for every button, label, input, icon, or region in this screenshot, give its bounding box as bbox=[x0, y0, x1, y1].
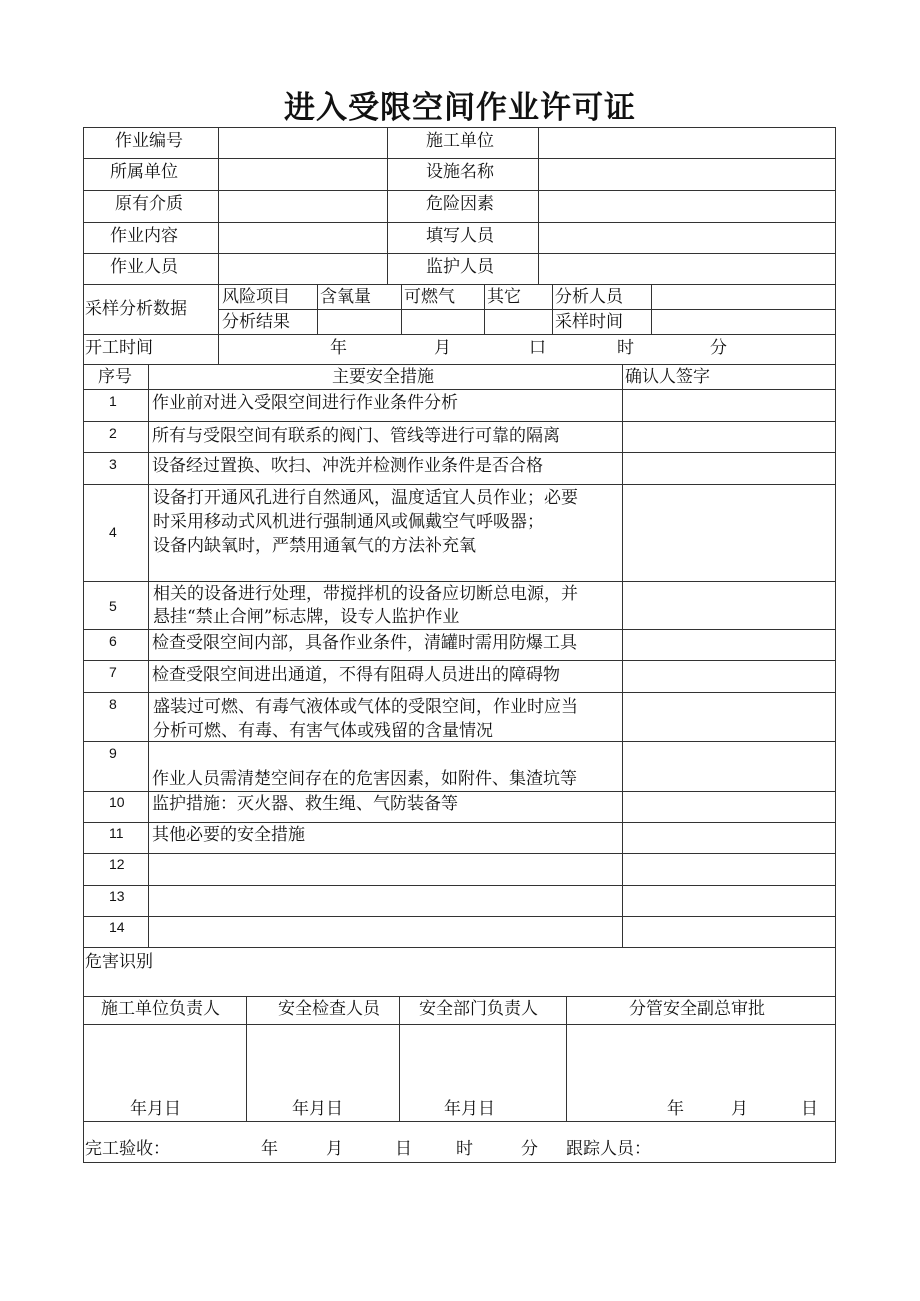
measure-no: 11 bbox=[109, 825, 124, 841]
measure-text: 设备经过置换、吹扫、冲洗并检测作业条件是否合格 bbox=[152, 456, 543, 476]
unit-label: 所属单位 bbox=[110, 162, 178, 182]
completion-minute: 分 bbox=[521, 1139, 538, 1159]
hazard-id-label: 危害识别 bbox=[85, 952, 153, 972]
start-time-row bbox=[83, 335, 836, 365]
measure-text-line: 悬挂“禁止合闸”标志牌，设专人监护作业 bbox=[153, 607, 460, 627]
oxygen-col[interactable] bbox=[317, 285, 401, 334]
measure-text-cell bbox=[148, 485, 622, 581]
info-row-1 bbox=[83, 128, 836, 159]
completion-label: 完工验收： bbox=[85, 1139, 170, 1159]
measure-text: 所有与受限空间有联系的阀门、管线等进行可靠的隔离 bbox=[152, 426, 560, 446]
safety-inspector-label: 安全检查人员 bbox=[278, 999, 380, 1019]
facility-label-cell bbox=[387, 159, 538, 190]
start-time-field[interactable] bbox=[218, 335, 835, 364]
analyst-label: 分析人员 bbox=[555, 287, 623, 307]
tracker-label: 跟踪人员： bbox=[566, 1139, 651, 1159]
measure-no: 7 bbox=[109, 664, 117, 680]
filler-label: 填写人员 bbox=[426, 226, 494, 246]
measure-text: 作业人员需清楚空间存在的危害因素，如附件、集渣坑等 bbox=[152, 769, 577, 789]
signature-month: 月 bbox=[731, 1099, 748, 1119]
measure-no: 8 bbox=[109, 696, 117, 712]
measure-row-4 bbox=[83, 485, 836, 582]
measure-text: 其他必要的安全措施 bbox=[152, 825, 305, 845]
measure-text: 作业前对进入受限空间进行作业条件分析 bbox=[152, 393, 458, 413]
confirm-signature-field[interactable] bbox=[622, 453, 835, 484]
confirm-signature-field[interactable] bbox=[622, 693, 835, 741]
measure-text-cell bbox=[148, 630, 622, 660]
start-day: 口 bbox=[529, 338, 546, 358]
completion-row[interactable] bbox=[83, 1122, 836, 1163]
page-title: 进入受限空间作业许可证 bbox=[284, 90, 636, 126]
medium-field[interactable] bbox=[218, 191, 387, 222]
result-label: 分析结果 bbox=[222, 312, 290, 332]
measure-row-2 bbox=[83, 422, 836, 453]
supervisor-label: 监护人员 bbox=[426, 257, 494, 277]
signature-year: 年 bbox=[667, 1099, 684, 1119]
measure-row-12 bbox=[83, 854, 836, 886]
start-minute: 分 bbox=[710, 338, 727, 358]
measure-text-line: 相关的设备进行处理，带搅拌机的设备应切断总电源，并 bbox=[153, 584, 578, 604]
info-row-3 bbox=[83, 191, 836, 223]
measure-row-1 bbox=[83, 390, 836, 422]
confirm-signature-field[interactable] bbox=[622, 390, 835, 421]
content-field[interactable] bbox=[218, 223, 387, 253]
no-header: 序号 bbox=[98, 367, 132, 387]
confirm-signature-field[interactable] bbox=[622, 742, 835, 791]
contractor-head-signature[interactable] bbox=[84, 1025, 246, 1121]
measures-header bbox=[83, 365, 836, 390]
measure-text-line: 盛装过可燃、有毒气液体或气体的受限空间，作业时应当 bbox=[153, 697, 578, 717]
hazard-factor-field[interactable] bbox=[538, 191, 835, 222]
start-hour: 时 bbox=[617, 338, 634, 358]
vp-approval-label: 分管安全副总审批 bbox=[629, 999, 765, 1019]
confirm-signature-field[interactable] bbox=[622, 422, 835, 452]
contractor-field[interactable] bbox=[538, 128, 835, 158]
measure-text-line: 设备打开通风孔进行自然通风，温度适宜人员作业；必要 bbox=[153, 488, 578, 508]
confirm-signature-field[interactable] bbox=[622, 582, 835, 629]
measures-header-label: 主要安全措施 bbox=[332, 367, 434, 387]
completion-day: 日 bbox=[395, 1139, 412, 1159]
measure-text-line: 时采用移动式风机进行强制通风或佩戴空气呼吸器； bbox=[153, 512, 544, 532]
workers-label: 作业人员 bbox=[110, 257, 178, 277]
signature-day: 日 bbox=[801, 1099, 818, 1119]
supervisor-field[interactable] bbox=[538, 254, 835, 284]
facility-label: 设施名称 bbox=[426, 162, 494, 182]
confirm-signature-field[interactable] bbox=[622, 661, 835, 692]
safety-inspector-header-cell bbox=[246, 997, 399, 1024]
measure-text-cell bbox=[148, 390, 622, 421]
measure-row-5 bbox=[83, 582, 836, 630]
measure-row-11 bbox=[83, 823, 836, 854]
unit-field[interactable] bbox=[218, 159, 387, 190]
measure-text-cell bbox=[148, 693, 622, 741]
start-year: 年 bbox=[330, 338, 347, 358]
measure-row-8 bbox=[83, 693, 836, 742]
measure-text-cell bbox=[148, 823, 622, 853]
contractor-label: 施工单位 bbox=[426, 131, 494, 151]
measure-text-cell bbox=[148, 792, 622, 822]
measure-text: 检查受限空间进出通道，不得有阻碍人员进出的障碍物 bbox=[152, 665, 560, 685]
measure-no: 2 bbox=[109, 425, 117, 441]
vp-approval-header-cell bbox=[566, 997, 835, 1024]
confirm-signature-field[interactable] bbox=[622, 485, 835, 581]
vp-approval-signature[interactable] bbox=[566, 1025, 835, 1121]
measure-no: 4 bbox=[109, 524, 117, 540]
other-label: 其它 bbox=[487, 287, 521, 307]
sampling-label: 采样分析数据 bbox=[85, 299, 187, 319]
contractor-head-label: 施工单位负责人 bbox=[101, 999, 220, 1019]
start-month: 月 bbox=[434, 338, 451, 358]
measure-no: 13 bbox=[109, 888, 125, 904]
flammable-label: 可燃气 bbox=[404, 287, 455, 307]
measure-row-14 bbox=[83, 917, 836, 948]
safety-dept-head-label: 安全部门负责人 bbox=[419, 999, 538, 1019]
start-time-label: 开工时间 bbox=[85, 338, 153, 358]
measure-text-field[interactable] bbox=[148, 854, 622, 885]
hazard-factor-label: 危险因素 bbox=[426, 194, 494, 214]
measure-no: 3 bbox=[109, 456, 117, 472]
measure-no: 14 bbox=[109, 919, 125, 935]
measure-text-field[interactable] bbox=[148, 917, 622, 947]
measure-text-line: 分析可燃、有毒、有害气体或残留的含量情况 bbox=[153, 721, 493, 741]
measure-no: 12 bbox=[109, 856, 125, 872]
measure-row-13 bbox=[83, 886, 836, 917]
completion-year: 年 bbox=[261, 1139, 278, 1159]
content-label: 作业内容 bbox=[110, 226, 178, 246]
measure-text: 监护措施：灭火器、救生绳、气防装备等 bbox=[152, 794, 458, 814]
measure-no: 6 bbox=[109, 633, 117, 649]
analyst-field[interactable] bbox=[651, 285, 835, 334]
confirm-signature-field[interactable] bbox=[622, 917, 835, 947]
sampling-grid bbox=[218, 285, 835, 334]
approval-header bbox=[83, 997, 836, 1025]
measure-row-9 bbox=[83, 742, 836, 792]
measure-text-cell bbox=[148, 422, 622, 452]
measure-text-cell bbox=[148, 582, 622, 629]
measure-text-cell bbox=[148, 453, 622, 484]
confirm-signature-field[interactable] bbox=[622, 792, 835, 822]
measure-no: 5 bbox=[109, 598, 117, 614]
measure-row-7 bbox=[83, 661, 836, 693]
measure-text-cell bbox=[148, 742, 622, 791]
measure-no: 10 bbox=[109, 794, 125, 810]
approval-signatures bbox=[83, 1025, 836, 1122]
sampling-block bbox=[83, 285, 836, 335]
analyst-col bbox=[552, 285, 651, 334]
confirm-signature-field[interactable] bbox=[622, 854, 835, 885]
flammable-col[interactable] bbox=[401, 285, 484, 334]
filler-field[interactable] bbox=[538, 223, 835, 253]
safety-dept-signature[interactable] bbox=[399, 1025, 566, 1121]
safety-inspector-signature[interactable] bbox=[246, 1025, 399, 1121]
info-row-4 bbox=[83, 223, 836, 254]
signature-date: 年月日 bbox=[130, 1099, 181, 1119]
measure-text: 检查受限空间内部，具备作业条件，清罐时需用防爆工具 bbox=[152, 633, 577, 653]
hazard-id-row[interactable] bbox=[83, 948, 836, 997]
measure-row-6 bbox=[83, 630, 836, 661]
measure-row-10 bbox=[83, 792, 836, 823]
sample-time-label: 采样时间 bbox=[555, 312, 623, 332]
workers-field[interactable] bbox=[218, 254, 387, 284]
measure-text-line: 设备内缺氧时，严禁用通氧气的方法补充氧 bbox=[153, 536, 476, 556]
other-col[interactable] bbox=[484, 285, 552, 334]
confirm-signature-field[interactable] bbox=[622, 886, 835, 916]
measure-text-field[interactable] bbox=[148, 886, 622, 916]
job-no-label: 作业编号 bbox=[115, 131, 183, 151]
measure-text-cell bbox=[148, 661, 622, 692]
info-row-2 bbox=[83, 159, 836, 191]
medium-label: 原有介质 bbox=[115, 194, 183, 214]
measure-no: 9 bbox=[109, 745, 117, 761]
info-row-5 bbox=[83, 254, 836, 285]
oxygen-label: 含氧量 bbox=[320, 287, 371, 307]
signature-date: 年月日 bbox=[292, 1099, 343, 1119]
safety-dept-header-cell bbox=[399, 997, 566, 1024]
supervisor-label-cell bbox=[387, 254, 538, 284]
measures-header-cell bbox=[148, 365, 622, 389]
measure-row-3 bbox=[83, 453, 836, 485]
filler-label-cell bbox=[387, 223, 538, 253]
confirm-signature-field[interactable] bbox=[622, 823, 835, 853]
signature-date: 年月日 bbox=[444, 1099, 495, 1119]
completion-hour: 时 bbox=[456, 1139, 473, 1159]
completion-month: 月 bbox=[326, 1139, 343, 1159]
confirm-header-label: 确认人签字 bbox=[625, 367, 710, 387]
confirm-signature-field[interactable] bbox=[622, 630, 835, 660]
facility-field[interactable] bbox=[538, 159, 835, 190]
confirm-header-cell bbox=[622, 365, 835, 389]
job-no-field[interactable] bbox=[218, 128, 387, 158]
risk-item-label: 风险项目 bbox=[222, 287, 290, 307]
hazard-factor-label-cell bbox=[387, 191, 538, 222]
contractor-label-cell bbox=[387, 128, 538, 158]
measure-no: 1 bbox=[109, 393, 117, 409]
